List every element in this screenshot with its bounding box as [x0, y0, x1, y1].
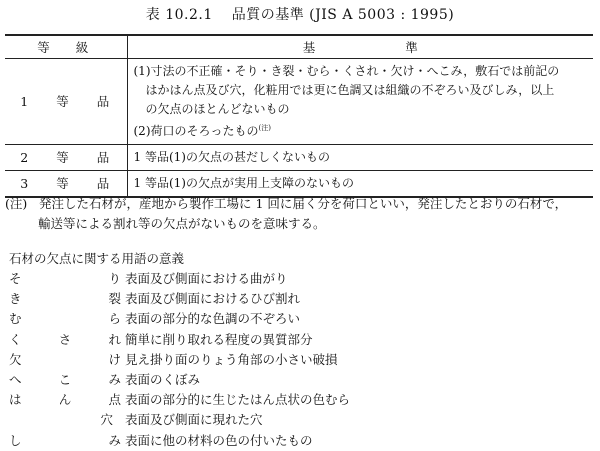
table-row: [5, 144, 593, 170]
footnote-line-2: 輸送等による割れ等の欠点がないものを意味する。: [38, 216, 326, 231]
standard-cell: [127, 144, 593, 170]
glossary-item: [9, 431, 594, 451]
grade-cell: 1 等 品: [20, 94, 122, 109]
grade-cell: 3 等 品: [20, 176, 122, 191]
standard-line: [134, 119, 590, 141]
glossary-item: [9, 269, 594, 289]
grade-cell: 2 等 品: [20, 150, 122, 165]
glossary-definition: 表面及び側面におけるひび割れ: [125, 291, 301, 307]
glossary-definition: 表面の部分的な色調の不ぞろい: [125, 311, 301, 327]
glossary-term: へ こ み: [9, 371, 121, 387]
glossary-definition: 表面及び側面における曲がり: [125, 271, 288, 286]
glossary-definition: 表面に他の材料の色の付いたもの: [125, 432, 313, 448]
glossary-item: [9, 410, 594, 430]
glossary-definition: 表面及び側面に現れた穴: [125, 412, 263, 428]
glossary-term: む ら: [9, 311, 121, 327]
glossary-title: 石材の欠点に関する用語の意義: [9, 251, 185, 266]
glossary-term: 穴: [100, 412, 113, 428]
glossary-item: [9, 330, 594, 350]
glossary-item: [9, 370, 594, 390]
footnote-marker: (注): [258, 123, 271, 132]
glossary-term: し み: [9, 432, 121, 448]
glossary-definition: 簡単に削り取れる程度の異質部分: [125, 331, 313, 347]
standard-line: 1 等品(1)の欠点の甚だしくないもの: [133, 149, 330, 164]
glossary-item: [9, 289, 594, 309]
glossary-term: 欠 け: [9, 351, 121, 367]
glossary-definition: 見え掛り面のりょう角部の小さい破損: [125, 351, 338, 367]
quality-standard-table: [5, 34, 593, 198]
glossary-definition: 表面のくぼみ: [125, 371, 201, 387]
glossary: [9, 248, 594, 451]
glossary-term: き 裂: [9, 291, 121, 307]
footnote-label: (注): [5, 196, 28, 211]
standard-line: 1 等品(1)の欠点が実用上支障のないもの: [133, 175, 354, 190]
glossary-item: [9, 390, 594, 410]
standard-line: の欠点のほとんどないもの: [145, 101, 290, 116]
standard-cell: [127, 58, 593, 144]
table-caption: 品質の基準 (JIS A 5003 : 1995): [231, 7, 455, 23]
glossary-item: [9, 309, 594, 329]
glossary-definition: 表面の部分的に生じたはん点状の色むら: [125, 392, 351, 408]
footnote: [5, 194, 595, 234]
footnote-line-1: 発注した石材が，産地から製作工場に 1 回に届く分を荷口といい，発注したとおりの石材で，: [39, 196, 568, 211]
standard-line: (1)寸法の不正確・そり・き裂・むら・くされ・欠け・へこみ，敷石では前記の: [133, 63, 560, 78]
glossary-item: [9, 350, 594, 370]
glossary-term: く さ れ: [9, 331, 121, 347]
table-row: [5, 170, 593, 197]
standard-line: はかはん点及び穴，化粧用では更に色調又は組織の不ぞろい及びしみ，以上: [145, 82, 555, 97]
header-grade: 等級: [37, 39, 115, 55]
table-header-row: [5, 35, 593, 58]
standard-line-text: (2)荷口のそろったもの: [133, 123, 259, 138]
table-row: [5, 58, 593, 144]
standard-cell: [127, 170, 593, 197]
glossary-term: は ん 点: [9, 392, 121, 408]
table-number: 表 10.2.1: [145, 7, 213, 23]
header-standard: 基準: [127, 35, 593, 58]
glossary-term: そ り: [9, 271, 121, 286]
table-title: [0, 4, 600, 24]
